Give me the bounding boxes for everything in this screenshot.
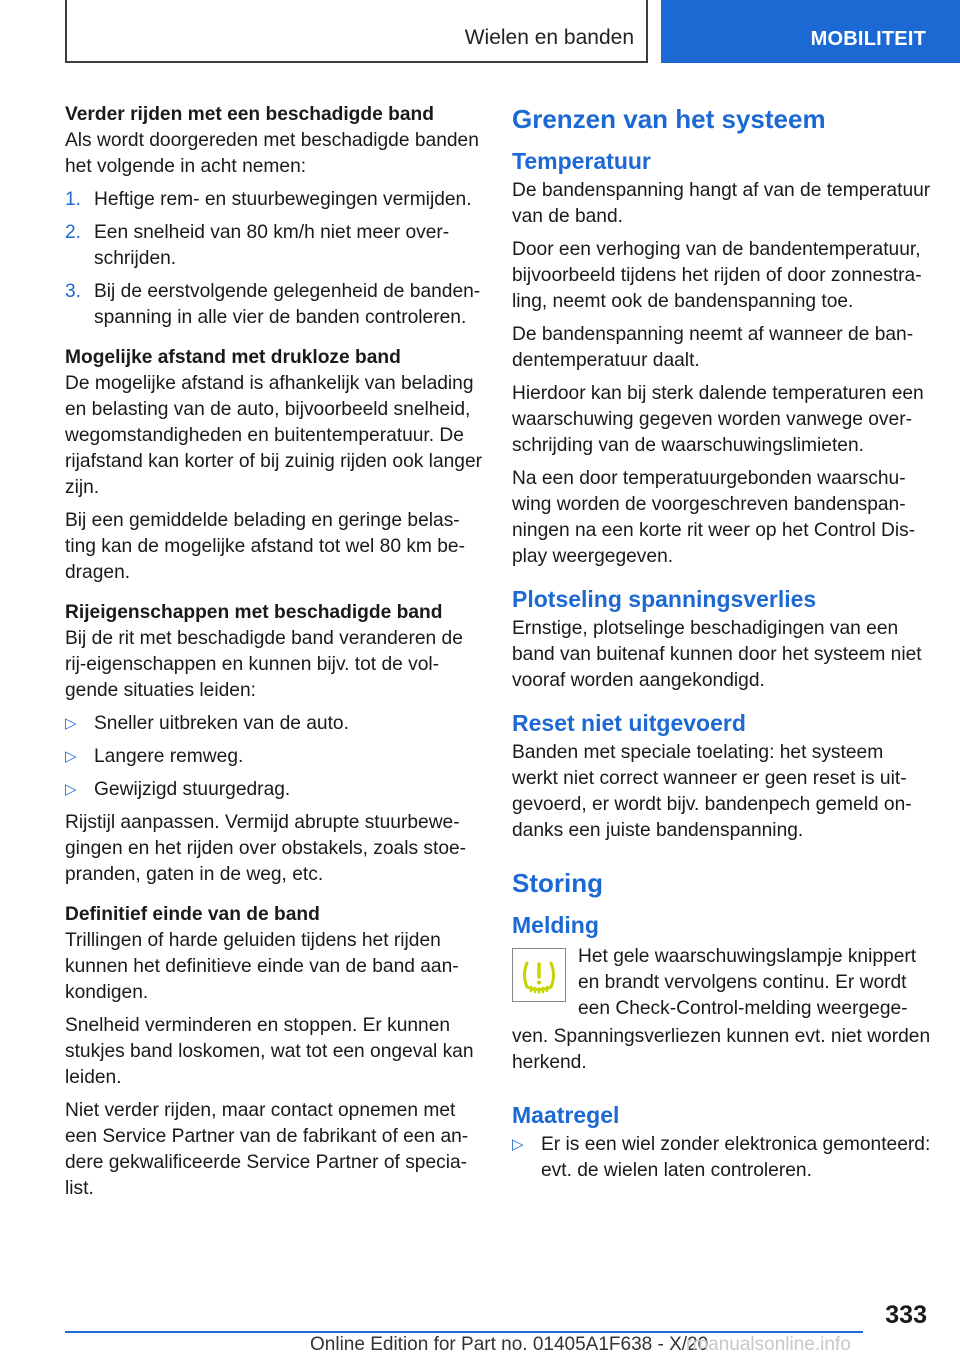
watermark: rmanualsonline.info <box>686 1334 851 1355</box>
paragraph: De mogelijke afstand is afhankelijk van belading en belasting van de auto, bijvoorbeeld snelheid, wegomstandigheden en buitentemperatuur. De rijafstand kan korter of bij zuinig rijden ook langer zijn. <box>65 373 483 498</box>
bullet-triangle-icon: ▷ <box>512 1136 524 1153</box>
heading-temperature: Temperatuur <box>512 148 651 174</box>
heading-definitive-end: Definitief einde van de band <box>65 904 320 925</box>
tire-pressure-warning-icon <box>512 948 566 1002</box>
heading-measure: Maatregel <box>512 1102 620 1128</box>
heading-system-limits: Grenzen van het systeem <box>512 104 826 134</box>
paragraph: Ernstige, plotselinge beschadigingen van een band van buitenaf kunnen door het systeem niet vooraf worden aangekondigd. <box>512 618 922 691</box>
list-item-text: Een snelheid van 80 km/h niet meer over-schrijden. <box>94 222 450 269</box>
paragraph: Door een verhoging van de bandentemperatuur, bijvoorbeeld tijdens het rijden of door zonnestra-ling, neemt ook de bandenspanning toe. <box>512 239 922 312</box>
list-item <box>65 220 485 272</box>
paragraph: Na een door temperatuurgebonden waarschu-wing worden de voorgeschreven bandenspan-ningen na een korte rit weer op het Control Dis-play weergegeven. <box>512 468 916 567</box>
paragraph: Hierdoor kan bij sterk dalende temperaturen een waarschuwing gegeven worden vanwege over-schrijding van de waarschuwingslimieten. <box>512 383 924 456</box>
list-item-text: Bij de eerstvolgende gelegenheid de banden-spanning in alle vier de banden controleren. <box>94 281 481 328</box>
paragraph: ven. Spanningsverliezen kunnen evt. niet worden herkend. <box>512 1026 931 1073</box>
left-column <box>65 102 485 1209</box>
paragraph: Als wordt doorgereden met beschadigde banden het volgende in acht nemen: <box>65 130 479 177</box>
bullet-triangle-icon: ▷ <box>65 748 77 765</box>
warning-message-block <box>512 944 934 1024</box>
bullet-list <box>512 1132 934 1184</box>
bullet-triangle-icon: ▷ <box>65 715 77 732</box>
numbered-list <box>65 187 485 331</box>
list-item-text: Langere remweg. <box>94 746 244 767</box>
paragraph: Trillingen of harde geluiden tijdens het rijden kunnen het definitieve einde van de band aan-kondigen. <box>65 930 459 1003</box>
list-number: 1. <box>65 189 82 210</box>
paragraph: Snelheid verminderen en stoppen. Er kunnen stukjes band loskomen, wat tot een ongeval kan leiden. <box>65 1015 474 1088</box>
page-number: 333 <box>885 1301 927 1329</box>
paragraph: De bandenspanning hangt af van de temperatuur van de band. <box>512 180 931 227</box>
bullet-triangle-icon: ▷ <box>65 781 77 798</box>
heading-possible-distance: Mogelijke afstand met drukloze band <box>65 347 401 368</box>
paragraph: Bij een gemiddelde belading en geringe belas-ting kan de mogelijke afstand tot wel 80 km be-dragen. <box>65 510 465 583</box>
footer-divider <box>65 1331 863 1333</box>
bullet-list <box>65 711 485 803</box>
heading-fault: Storing <box>512 868 603 898</box>
heading-reset-not-done: Reset niet uitgevoerd <box>512 710 746 736</box>
section-tab <box>65 0 648 63</box>
chapter-tab <box>661 0 960 63</box>
list-item-text: Er is een wiel zonder elektronica gemonteerd: evt. de wielen laten controleren. <box>541 1134 931 1181</box>
list-item <box>512 1132 934 1184</box>
paragraph: Niet verder rijden, maar contact opnemen met een Service Partner van de fabrikant of een an-dere gekwalificeerde Service Partner of specia-list. <box>65 1100 469 1199</box>
list-item-text: Sneller uitbreken van de auto. <box>94 713 349 734</box>
list-number: 3. <box>65 281 82 302</box>
chapter-title: MOBILITEIT <box>810 28 926 50</box>
heading-damaged-tire: Verder rijden met een beschadigde band <box>65 104 434 125</box>
list-item <box>65 187 485 213</box>
right-column <box>512 102 934 1191</box>
heading-pressure-loss: Plotseling spanningsverlies <box>512 586 817 612</box>
list-number: 2. <box>65 222 82 243</box>
heading-driving-characteristics: Rijeigenschappen met beschadigde band <box>65 602 443 623</box>
list-item-text: Heftige rem- en stuurbewegingen vermijden. <box>94 189 472 210</box>
paragraph: Het gele waarschuwingslampje knippert en brandt vervolgens continu. Er wordt een Check-Control-melding weergege- <box>578 946 917 1019</box>
list-item <box>65 711 485 737</box>
footer-edition: Online Edition for Part no. 01405A1F638 - X/20 <box>310 1334 709 1355</box>
paragraph: De bandenspanning neemt af wanneer de ban-dentemperatuur daalt. <box>512 324 914 371</box>
list-item-text: Gewijzigd stuurgedrag. <box>94 779 291 800</box>
list-item <box>65 777 485 803</box>
heading-message: Melding <box>512 912 599 938</box>
paragraph: Rijstijl aanpassen. Vermijd abrupte stuurbewe-gingen en het rijden over obstakels, zoals stoe-pranden, gaten in de weg, etc. <box>65 812 467 885</box>
paragraph: Bij de rit met beschadigde band veranderen de rij-eigenschappen en kunnen bijv. tot de vol-gende situaties leiden: <box>65 628 463 701</box>
list-item <box>65 744 485 770</box>
list-item <box>65 279 485 331</box>
paragraph: Banden met speciale toelating: het systeem werkt niet correct wanneer er geen reset is uit-gevoerd, er wordt bijv. bandenpech gemeld on-danks een juiste bandenspanning. <box>512 742 912 841</box>
section-title: Wielen en banden <box>464 26 634 49</box>
